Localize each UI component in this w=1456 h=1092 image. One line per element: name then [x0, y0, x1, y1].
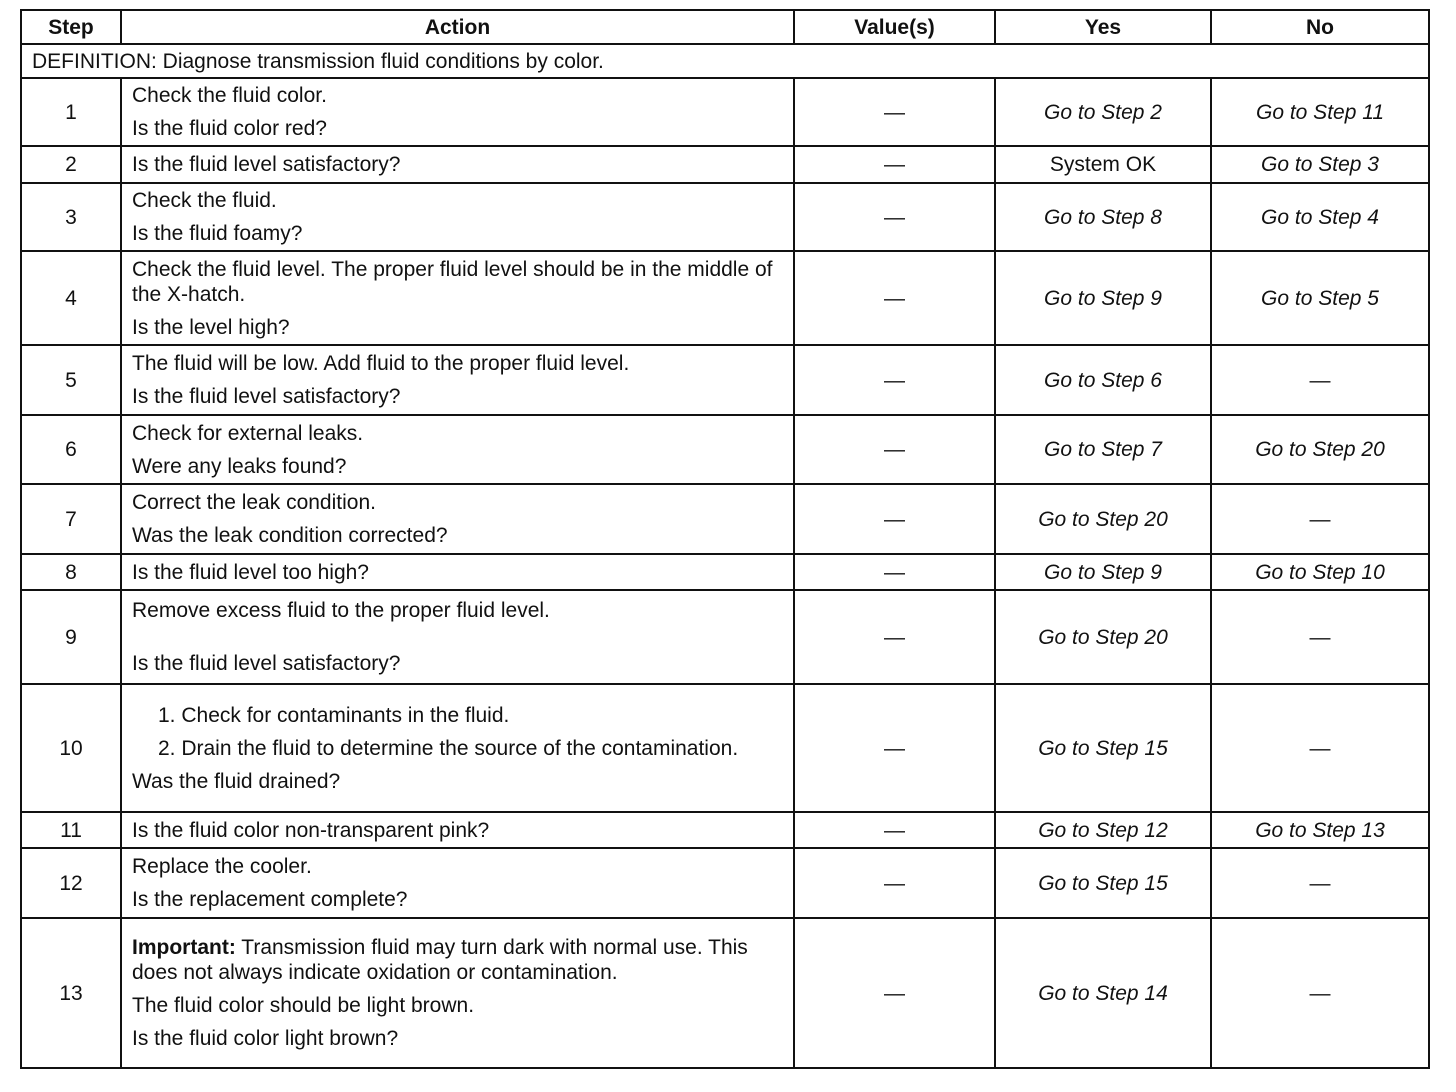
header-action: Action [121, 10, 794, 44]
action-line: Remove excess fluid to the proper fluid level. [132, 599, 550, 622]
action-line: Check the fluid level. The proper fluid level should be in the middle of the X-hatch. [132, 257, 773, 306]
table-row [21, 848, 1429, 918]
action-question: Is the fluid level satisfactory? [132, 385, 401, 408]
step-number: 3 [21, 183, 121, 251]
yes-cell: Go to Step 6 [995, 345, 1211, 415]
table-row [21, 78, 1429, 146]
value-cell: — [794, 183, 995, 251]
no-cell: — [1211, 484, 1429, 554]
action-cell [121, 415, 794, 484]
step-number: 8 [21, 554, 121, 590]
action-cell [121, 812, 794, 848]
yes-cell: Go to Step 20 [995, 484, 1211, 554]
action-cell [121, 484, 794, 554]
yes-cell: Go to Step 20 [995, 590, 1211, 684]
numbered-item: 1. Check for contaminants in the fluid. [158, 703, 510, 727]
table-row [21, 251, 1429, 345]
header-row [21, 10, 1429, 44]
header-yes: Yes [995, 10, 1211, 44]
step-number: 5 [21, 345, 121, 415]
important-text: Transmission fluid may turn dark with normal use. This does not always indicate oxidation or contamination. [132, 936, 748, 984]
action-line: The fluid will be low. Add fluid to the proper fluid level. [132, 352, 630, 375]
action-question: Was the leak condition corrected? [132, 524, 448, 547]
no-cell: — [1211, 684, 1429, 812]
value-cell: — [794, 554, 995, 590]
action-line: The fluid color should be light brown. [132, 994, 475, 1017]
no-cell: — [1211, 918, 1429, 1068]
table-row [21, 415, 1429, 484]
step-number: 13 [21, 918, 121, 1068]
step-number: 9 [21, 590, 121, 684]
action-line: Check for external leaks. [132, 421, 364, 445]
no-cell: Go to Step 4 [1211, 183, 1429, 251]
step-number: 6 [21, 415, 121, 484]
step-number: 10 [21, 684, 121, 812]
no-cell: Go to Step 3 [1211, 146, 1429, 183]
value-cell: — [794, 484, 995, 554]
value-cell: — [794, 812, 995, 848]
yes-cell: Go to Step 12 [995, 812, 1211, 848]
no-cell: Go to Step 13 [1211, 812, 1429, 848]
yes-cell: Go to Step 7 [995, 415, 1211, 484]
table-row [21, 918, 1429, 1068]
action-question: Is the fluid level too high? [132, 560, 369, 584]
action-line: Check the fluid. [132, 189, 277, 212]
action-question: Is the level high? [132, 315, 290, 339]
value-cell: — [794, 684, 995, 812]
value-cell: — [794, 918, 995, 1068]
action-cell [121, 146, 794, 183]
diagnostic-table [20, 9, 1430, 1069]
step-number: 1 [21, 78, 121, 146]
numbered-item: 2. Drain the fluid to determine the source of the contamination. [158, 736, 739, 760]
no-cell: — [1211, 590, 1429, 684]
action-question: Is the fluid foamy? [132, 222, 303, 245]
action-cell [121, 848, 794, 918]
step-number: 4 [21, 251, 121, 345]
value-cell: — [794, 251, 995, 345]
no-cell: Go to Step 20 [1211, 415, 1429, 484]
definition-text: DEFINITION: Diagnose transmission fluid conditions by color. [21, 44, 1429, 78]
step-number: 12 [21, 848, 121, 918]
value-cell: — [794, 78, 995, 146]
table-row [21, 146, 1429, 183]
no-cell: Go to Step 10 [1211, 554, 1429, 590]
action-cell [121, 590, 794, 684]
action-question: Is the replacement complete? [132, 888, 408, 911]
yes-cell: Go to Step 15 [995, 848, 1211, 918]
value-cell: — [794, 146, 995, 183]
yes-cell: Go to Step 9 [995, 251, 1211, 345]
table-row [21, 554, 1429, 590]
action-question: Were any leaks found? [132, 454, 347, 478]
table-row [21, 484, 1429, 554]
header-step: Step [21, 10, 121, 44]
no-cell: — [1211, 848, 1429, 918]
step-number: 11 [21, 812, 121, 848]
table-row [21, 345, 1429, 415]
value-cell: — [794, 415, 995, 484]
definition-row [21, 44, 1429, 78]
action-question: Is the fluid level satisfactory? [132, 652, 401, 675]
important-note [132, 935, 783, 985]
header-no: No [1211, 10, 1429, 44]
yes-cell: Go to Step 9 [995, 554, 1211, 590]
table-row [21, 590, 1429, 684]
action-cell [121, 554, 794, 590]
value-cell: — [794, 848, 995, 918]
action-line: Correct the leak condition. [132, 491, 376, 514]
table-row [21, 684, 1429, 812]
action-question: Is the fluid color non-transparent pink? [132, 818, 490, 842]
no-cell: Go to Step 11 [1211, 78, 1429, 146]
action-cell [121, 684, 794, 812]
important-label: Important: [132, 936, 236, 959]
action-question: Is the fluid color light brown? [132, 1027, 399, 1050]
action-question: Is the fluid color red? [132, 117, 327, 140]
table-row [21, 812, 1429, 848]
no-cell: — [1211, 345, 1429, 415]
action-cell [121, 251, 794, 345]
action-question: Was the fluid drained? [132, 769, 341, 793]
step-number: 7 [21, 484, 121, 554]
yes-cell: Go to Step 15 [995, 684, 1211, 812]
no-cell: Go to Step 5 [1211, 251, 1429, 345]
action-question: Is the fluid level satisfactory? [132, 153, 401, 176]
yes-cell: Go to Step 8 [995, 183, 1211, 251]
yes-cell: Go to Step 2 [995, 78, 1211, 146]
value-cell: — [794, 590, 995, 684]
action-line: Replace the cooler. [132, 855, 312, 878]
yes-cell: Go to Step 14 [995, 918, 1211, 1068]
table-row [21, 183, 1429, 251]
action-cell [121, 345, 794, 415]
action-cell [121, 183, 794, 251]
action-cell [121, 918, 794, 1068]
yes-cell: System OK [995, 146, 1211, 183]
header-values: Value(s) [794, 10, 995, 44]
value-cell: — [794, 345, 995, 415]
action-cell [121, 78, 794, 146]
step-number: 2 [21, 146, 121, 183]
action-line: Check the fluid color. [132, 84, 327, 107]
